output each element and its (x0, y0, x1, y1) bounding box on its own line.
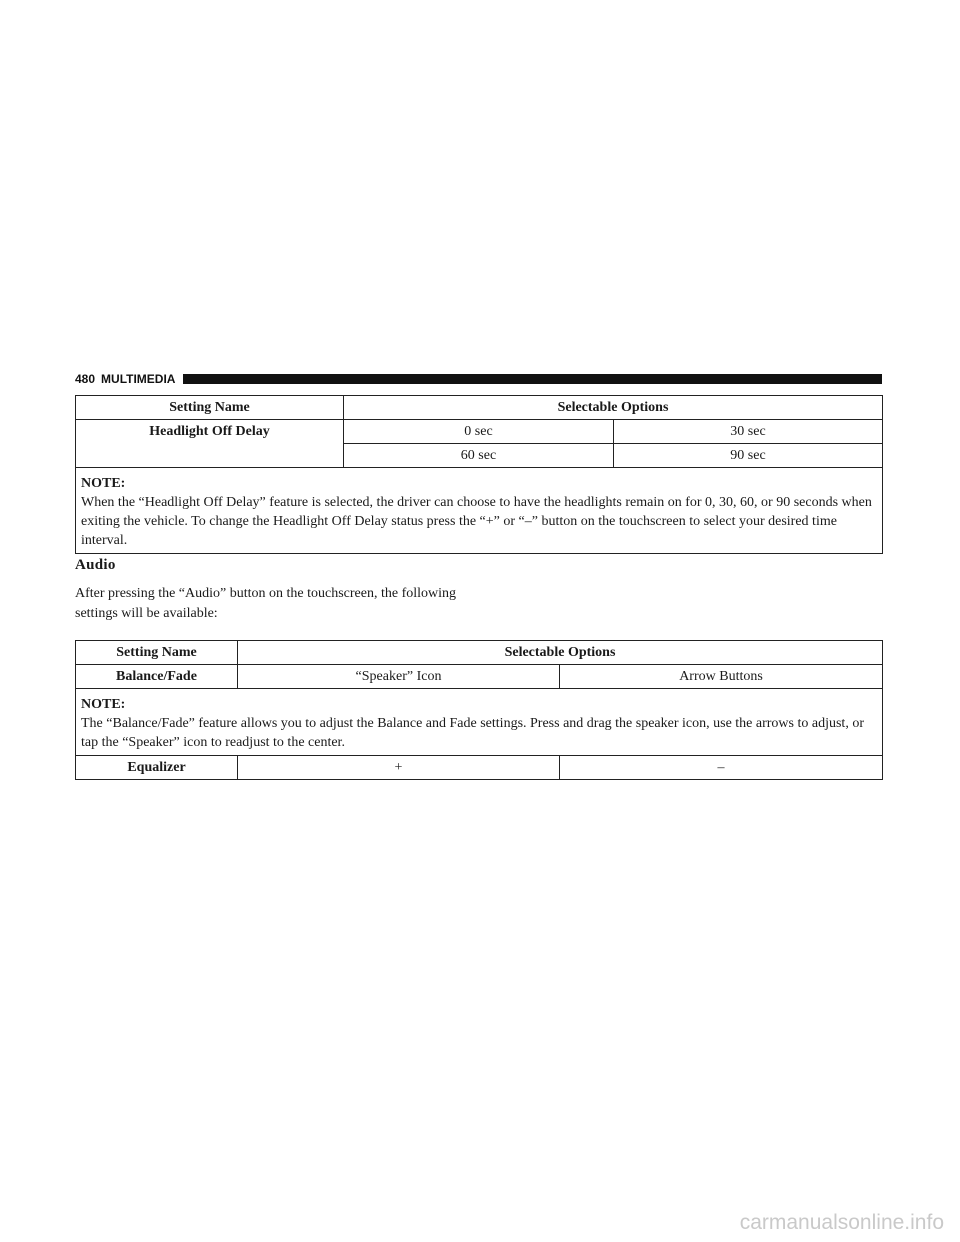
audio-intro: After pressing the “Audio” button on the touchscreen, the following settings will be available: (75, 586, 457, 621)
col-setting-name: Setting Name (76, 396, 344, 420)
option-cell: 0 sec (344, 420, 614, 444)
table-header-row (76, 396, 883, 420)
setting-balance-fade: Balance/Fade (76, 665, 238, 689)
option-cell: 90 sec (614, 444, 883, 468)
option-cell: 30 sec (614, 420, 883, 444)
setting-headlight-off-delay: Headlight Off Delay (76, 420, 344, 468)
note-text: When the “Headlight Off Delay” feature is selected, the driver can choose to have the headlights remain on for 0, 30, 60, or 90 seconds when exiting the vehicle. To change the Headlight Off Delay status press the “+” or “–” button on the touchscreen to select your desired time interval. (81, 495, 872, 548)
audio-settings-table (75, 640, 883, 780)
note-row (76, 468, 883, 554)
note-cell (76, 468, 883, 554)
note-row (76, 689, 883, 756)
audio-heading: Audio (75, 557, 116, 573)
section-title: MULTIMEDIA (101, 372, 176, 386)
option-cell: 60 sec (344, 444, 614, 468)
setting-equalizer: Equalizer (76, 756, 238, 780)
note-text: The “Balance/Fade” feature allows you to adjust the Balance and Fade settings. Press and drag the speaker icon, use the arrows to adjust, or tap the “Speaker” icon to readjust to the center. (81, 716, 864, 750)
page-number: 480 (75, 372, 96, 386)
watermark: carmanualsonline.info (739, 1211, 944, 1234)
page-header (75, 371, 882, 387)
note-cell (76, 689, 883, 756)
table-row (76, 665, 883, 689)
col-setting-name: Setting Name (76, 641, 238, 665)
col-selectable-options: Selectable Options (344, 396, 883, 420)
note-label: NOTE: (81, 476, 126, 491)
option-cell: – (560, 756, 883, 780)
table-row (76, 420, 883, 444)
note-label: NOTE: (81, 697, 126, 712)
table-header-row (76, 641, 883, 665)
option-cell: + (238, 756, 560, 780)
table-row (76, 756, 883, 780)
headlight-settings-table (75, 395, 883, 554)
col-selectable-options: Selectable Options (238, 641, 883, 665)
option-cell: “Speaker” Icon (238, 665, 560, 689)
header-rule (183, 374, 882, 384)
option-cell: Arrow Buttons (560, 665, 883, 689)
